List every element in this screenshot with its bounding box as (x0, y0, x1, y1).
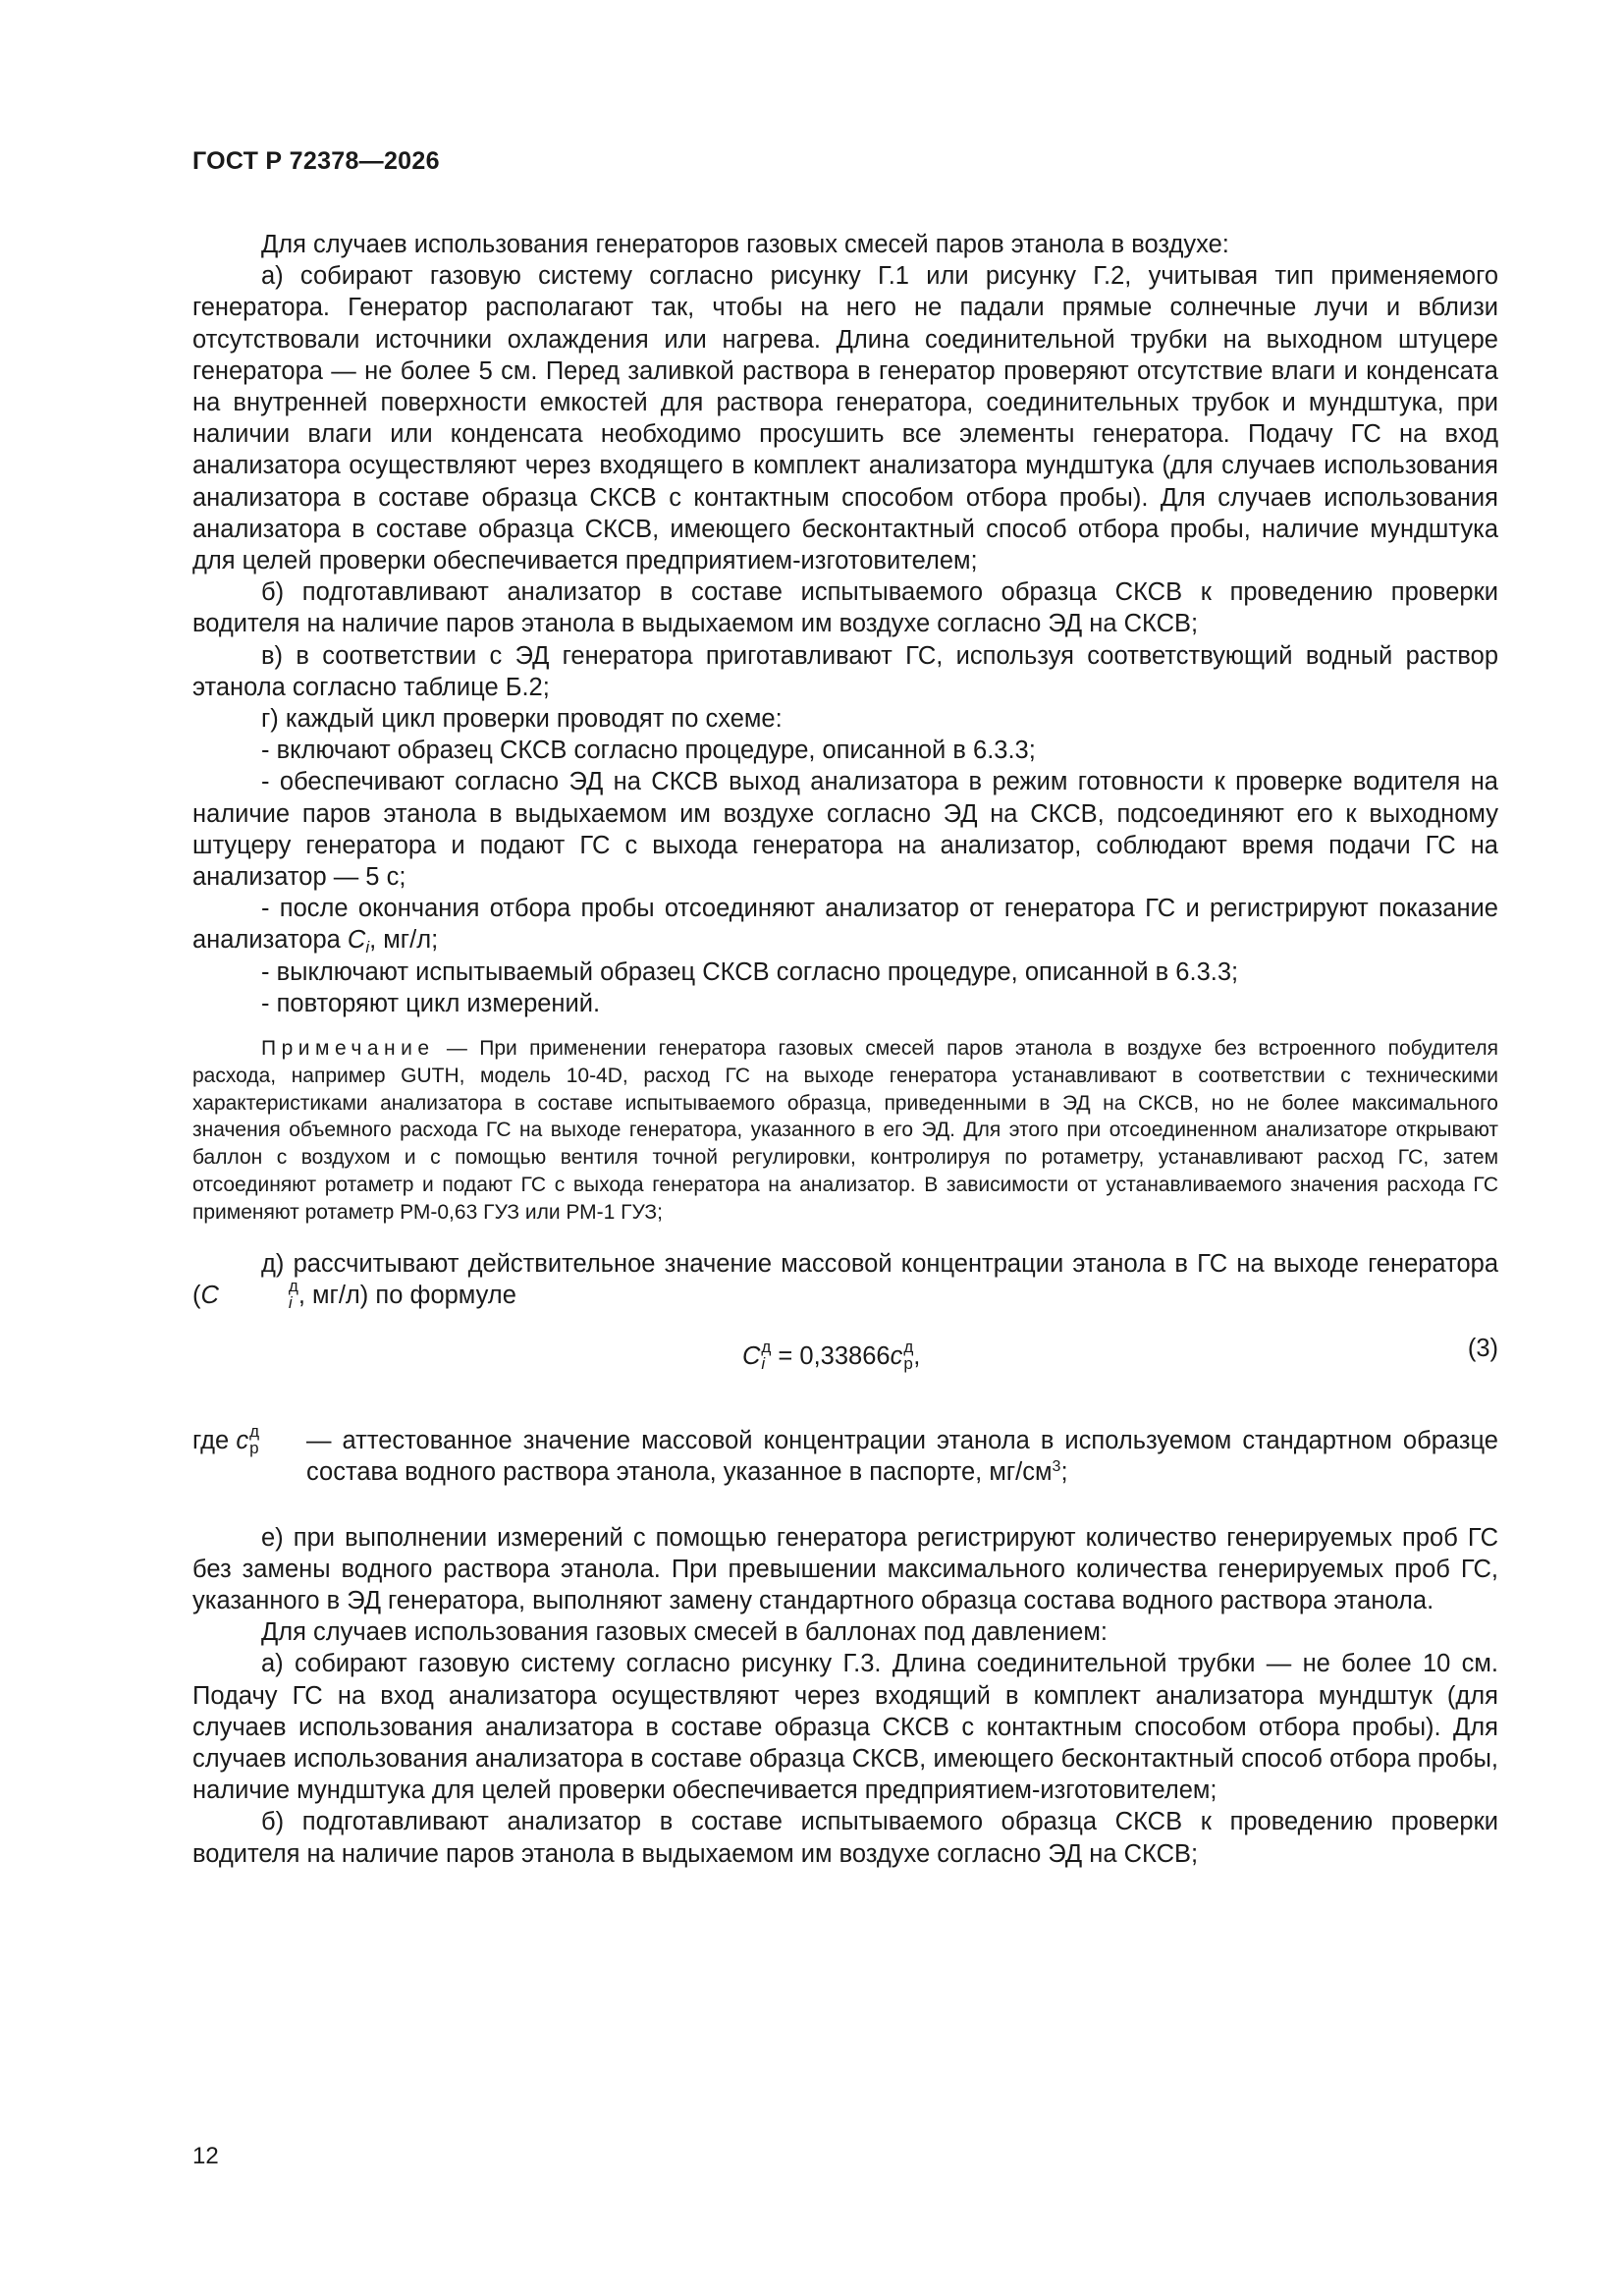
paragraph: б) подготавливают анализатор в составе испытываемого образца СКСВ к проведению проверки водителя на наличие паров этанола в выдыхаемом им воздухе согласно ЭД на СКСВ; (192, 578, 1498, 638)
page-number: 12 (192, 2143, 219, 2169)
text-run: ; (1060, 1458, 1068, 1487)
variable-symbol: c (236, 1427, 249, 1455)
sup-sub-stack (249, 1423, 259, 1456)
paragraph: в) в соответствии с ЭД генератора приготавливают ГС, используя соответствующий водный раствор этанола согласно таблице Б.2; (192, 641, 1498, 701)
formula-lhs-var: C (742, 1342, 761, 1371)
text-run: - после окончания отбора пробы отсоединяют анализатор от генератора ГС и регистрируют показание анализатора (192, 895, 1498, 955)
document-body (192, 229, 1498, 1870)
sup-sub-stack (903, 1339, 913, 1372)
superscript: д (761, 1338, 772, 1357)
variable-symbol: C (347, 926, 366, 955)
subscript: i (365, 938, 370, 957)
text-run: , мг/л) по формуле (298, 1281, 516, 1309)
superscript: д (288, 1277, 298, 1296)
note-block (192, 1035, 1498, 1227)
list-item: - повторяют цикл измерений. (261, 989, 601, 1017)
list-item: - обеспечивают согласно ЭД на СКСВ выход анализатора в режим готовности к проверке водителя на наличие паров этанола в выдыхаемом им воздухе согласно ЭД на СКСВ, подсоединяют его к выходному штуцеру генератора и подают ГС с выхода генератора на анализатор, соблюдают время подачи ГС на анализатор — 5 с; (192, 768, 1498, 892)
superscript: 3 (1052, 1458, 1061, 1476)
subscript: р (903, 1354, 913, 1374)
formula-tail: , (913, 1342, 921, 1371)
paragraph: Для случаев использования газовых смесей в баллонах под давлением: (261, 1618, 1108, 1647)
superscript: д (249, 1422, 259, 1442)
text-run: д) рассчитывают действительное значение массовой концентрации этанола в ГС на выходе генератора ( (192, 1249, 1498, 1309)
formula-number: (3) (1467, 1335, 1498, 1363)
paragraph (192, 1248, 1498, 1313)
subscript: i (761, 1354, 766, 1374)
list-item (192, 893, 1498, 956)
sup-sub-stack (761, 1339, 771, 1372)
paragraph: а) собирают газовую систему согласно рисунку Г.3. Длина соединительной трубки — не более 10 см. Подачу ГС на вход анализатора осуществляют через входящий в комплект анализатора мундштук (для случаев использования анализатора в составе образца СКСВ с контактным способом отбора пробы). Для случаев использования анализатора в составе образца СКСВ, имеющего бесконтактный способ отбора пробы, наличие мундштука для целей проверки обеспечивается предприятием-изготовителем; (192, 1650, 1498, 1805)
paragraph: Для случаев использования генераторов газовых смесей паров этанола в воздухе: (261, 231, 1229, 258)
subscript: i (288, 1293, 293, 1313)
note-text: — При применении генератора газовых смесей паров этанола в воздухе без встроенного побудителя расхода, например GUTH, модель 10-4D, расход ГС на выходе генератора устанавливают в соответствии с техническими характеристиками анализатора в составе испытываемого образца, приведенными в ЭД на СКСВ, но не более максимального значения объемного расхода ГС на выходе генератора, указанного в его ЭД. Для этого при отсоединенном анализаторе открывают баллон с воздухом и с помощью вентиля точной регулировки, контролируя по ротаметру, устанавливают расход ГС, затем отсоединяют ротаметр и подают ГС с выхода генератора на анализатор. В зависимости от устанавливаемого значения расхода ГС применяют ротаметр РМ-0,63 ГУЗ или РМ-1 ГУЗ; (192, 1037, 1498, 1224)
where-term (192, 1422, 259, 1458)
note-label: Примечание (261, 1037, 435, 1061)
list-item: - выключают испытываемый образец СКСВ согласно процедуре, описанной в 6.3.3; (261, 957, 1239, 986)
subscript: р (249, 1439, 259, 1458)
list-item: - включают образец СКСВ согласно процедуре, описанной в 6.3.3; (261, 737, 1036, 765)
text-run: , мг/л; (369, 926, 439, 955)
paragraph: а) собирают газовую систему согласно рисунку Г.1 или рисунку Г.2, учитывая тип применяемого генератора. Генератор располагают так, чтобы на него не падали прямые солнечные лучи и вблизи отсутствовали источники охлаждения или нагрева. Длина соединительной трубки на выходном штуцере генератора — не более 5 см. Перед заливкой раствора в генератор проверяют отсутствие влаги и конденсата на внутренней поверхности емкостей для раствора генератора, соединительных трубок и мундштука, при наличии влаги или конденсата необходимо просушить все элементы генератора. Подачу ГС на вход анализатора осуществляют через входящего в комплект анализатора мундштука (для случаев использования анализатора в составе образца СКСВ с контактным способом отбора пробы). Для случаев использования анализатора в составе образца СКСВ, имеющего бесконтактный способ отбора пробы, наличие мундштука для целей проверки обеспечивается предприятием-изготовителем; (192, 262, 1498, 575)
formula-rhs-var: c (890, 1342, 903, 1371)
sup-sub-stack (220, 1278, 298, 1311)
formula (742, 1340, 920, 1374)
superscript: д (903, 1338, 914, 1357)
standard-header: ГОСТ Р 72378—2026 (192, 147, 440, 175)
formula-equals: = 0,33866 (771, 1342, 891, 1371)
where-text: — аттестованное значение массовой концентрации этанола в используемом стандартном образце состава водного раствора этанола, указанное в паспорте, мг/см (306, 1427, 1498, 1487)
formula-row (192, 1333, 1498, 1392)
text-run: где (192, 1427, 237, 1455)
paragraph: е) при выполнении измерений с помощью генератора регистрируют количество генерируемых проб ГС без замены водного раствора этанола. При превышении максимального количества генерируемых проб ГС, указанного в ЭД генератора, выполняют замену стандартного образца состава водного раствора этанола. (192, 1523, 1498, 1614)
paragraph: б) подготавливают анализатор в составе испытываемого образца СКСВ к проведению проверки водителя на наличие паров этанола в выдыхаемом им воздухе согласно ЭД на СКСВ; (192, 1808, 1498, 1868)
paragraph: г) каждый цикл проверки проводят по схеме: (261, 705, 783, 734)
where-definition (192, 1422, 1498, 1488)
variable-symbol: C (200, 1281, 219, 1309)
